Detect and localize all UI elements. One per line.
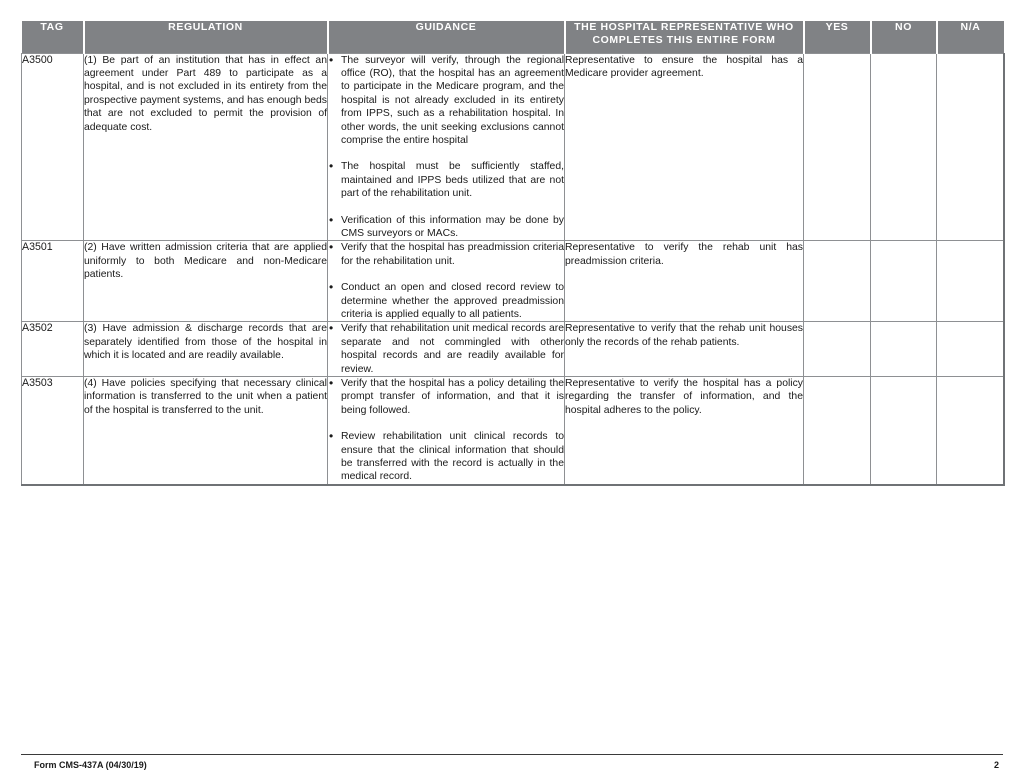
regulation-text: (2) Have written admission criteria that are applied uniformly to both Medicare and non-Medicare patients. [84, 242, 327, 281]
guidance-item: • Verify that the hospital has a policy detailing the prompt transfer of information, and that it is being followed. [328, 377, 564, 417]
table-row [22, 322, 1004, 377]
cell-guidance [328, 322, 565, 377]
guidance-list [328, 377, 564, 484]
cell-regulation [84, 53, 328, 241]
cell-tag: A3500 [22, 53, 84, 241]
table-body [22, 53, 1004, 485]
cell-no[interactable] [871, 53, 937, 241]
cell-no[interactable] [871, 322, 937, 377]
column-header-guidance: GUIDANCE [328, 21, 565, 53]
cell-yes[interactable] [804, 241, 871, 322]
cell-na[interactable] [937, 377, 1004, 485]
footer-page-number: 2 [993, 760, 999, 770]
cell-tag: A3502 [22, 322, 84, 377]
guidance-list [328, 54, 564, 241]
cell-tag: A3501 [22, 241, 84, 322]
cell-no[interactable] [871, 241, 937, 322]
table-row [22, 53, 1004, 241]
representative-text: Representative to ensure the hospital has a Medicare provider agreement. [565, 54, 803, 79]
cell-no[interactable] [871, 377, 937, 485]
cell-yes[interactable] [804, 53, 871, 241]
guidance-item: • Conduct an open and closed record review to determine whether the approved preadmission criteria is applied equally to all patients. [328, 281, 564, 321]
column-header-regulation: REGULATION [84, 21, 328, 53]
cell-yes[interactable] [804, 322, 871, 377]
cell-yes[interactable] [804, 377, 871, 485]
cell-guidance [328, 377, 565, 485]
page-footer [21, 760, 1003, 770]
cell-na[interactable] [937, 241, 1004, 322]
guidance-item: • Verify that rehabilitation unit medical records are separate and not commingled with other hospital records and are readily available for review. [328, 322, 564, 376]
cell-regulation [84, 377, 328, 485]
guidance-item: • Verify that the hospital has preadmission criteria for the rehabilitation unit. [328, 241, 564, 268]
regulation-text: (1) Be part of an institution that has in effect an agreement under Part 489 to participate as a hospital, and is not excluded in its entirety from the prospective payment systems, and has enough beds that are not excluded to permit the provision of adequate cost. [84, 54, 327, 133]
table-header [22, 21, 1004, 53]
guidance-list [328, 241, 564, 321]
representative-text: Representative to verify the hospital has a policy regarding the transfer of information, and the hospital adheres to the policy. [565, 378, 803, 416]
table-row [22, 241, 1004, 322]
column-header-no: NO [871, 21, 937, 53]
cell-representative [565, 241, 804, 322]
cell-guidance [328, 241, 565, 322]
footer-form-id: Form CMS-437A (04/30/19) [34, 760, 147, 770]
representative-text: Representative to verify that the rehab unit houses only the records of the rehab patients. [565, 323, 803, 348]
guidance-item: • The surveyor will verify, through the regional office (RO), that the hospital has an agreement to participate in the Medicare program, and the hospital is not already excluded in its entirety from IPPS, such as a rehabilitation hospital. In other words, the unit seeking exclusions cannot comprise the entire hospital [328, 54, 564, 148]
cell-representative [565, 377, 804, 485]
regulation-text: (3) Have admission & discharge records that are separately identified from those of the hospital in which it is located and are readily available. [84, 323, 327, 362]
column-header-tag: TAG [22, 21, 84, 53]
cell-na[interactable] [937, 53, 1004, 241]
column-header-representative: THE HOSPITAL REPRESENTATIVE WHO COMPLETES THIS ENTIRE FORM [565, 21, 804, 53]
cell-regulation [84, 322, 328, 377]
column-header-yes: YES [804, 21, 871, 53]
table-header-row [22, 21, 1004, 53]
cell-tag: A3503 [22, 377, 84, 485]
guidance-list [328, 322, 564, 376]
cell-na[interactable] [937, 322, 1004, 377]
guidance-item: • Review rehabilitation unit clinical records to ensure that the clinical information that should be transferred with the record is actually in the medical record. [328, 430, 564, 484]
column-header-na: N/A [937, 21, 1004, 53]
table-row [22, 377, 1004, 485]
representative-text: Representative to verify the rehab unit has preadmission criteria. [565, 242, 803, 267]
guidance-item: • Verification of this information may be done by CMS surveyors or MACs. [328, 214, 564, 241]
regulation-text: (4) Have policies specifying that necessary clinical information is transferred to the unit when a patient of the hospital is transferred to the unit. [84, 378, 327, 416]
cell-representative [565, 322, 804, 377]
cell-regulation [84, 241, 328, 322]
survey-criteria-table [21, 21, 1005, 486]
cell-guidance [328, 53, 565, 241]
guidance-item: • The hospital must be sufficiently staffed, maintained and IPPS beds utilized that are not part of the rehabilitation unit. [328, 160, 564, 200]
cell-representative [565, 53, 804, 241]
footer-divider [21, 754, 1003, 755]
